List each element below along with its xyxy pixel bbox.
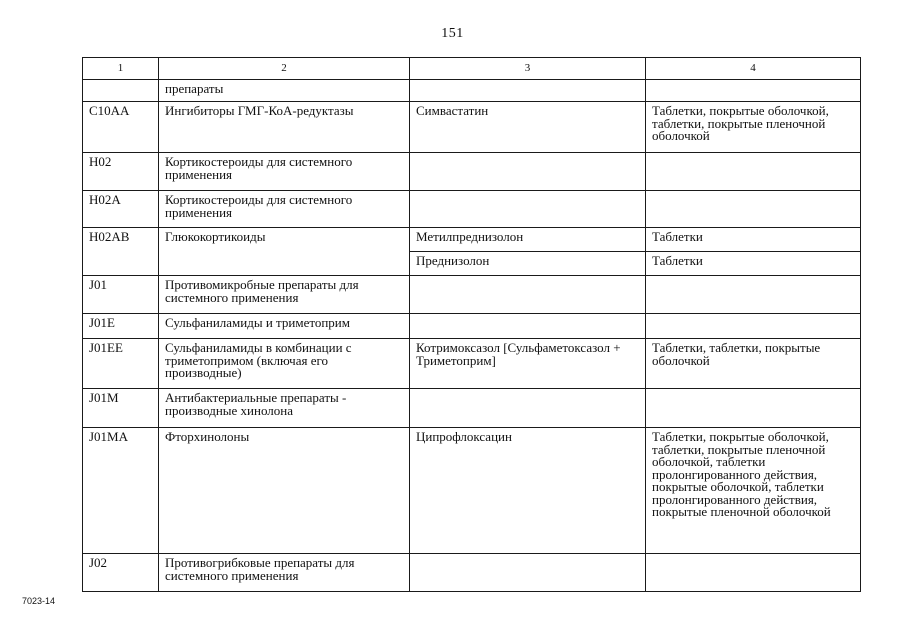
group-cell: Противогрибковые препараты для системного применения [159, 554, 410, 592]
group-cell: Кортикостероиды для системного применения [159, 191, 410, 228]
drug-cell [410, 191, 646, 228]
atc-code-cell: J01 [83, 276, 159, 314]
group-cell: Глюкокортикоиды [159, 228, 410, 276]
table-row [83, 153, 861, 191]
drug-cell [410, 276, 646, 314]
group-cell: препараты [159, 80, 410, 102]
table-header-row [83, 58, 861, 80]
drug-cell [410, 80, 646, 102]
page-number: 151 [441, 26, 464, 41]
form-cell: Таблетки [646, 228, 861, 252]
table-row [83, 554, 861, 592]
table-row [83, 339, 861, 389]
form-cell [646, 314, 861, 339]
atc-code-cell: J01EE [83, 339, 159, 389]
group-cell: Фторхинолоны [159, 428, 410, 554]
form-cell [646, 191, 861, 228]
footer-document-code: 7023-14 [22, 596, 56, 606]
form-cell [646, 153, 861, 191]
atc-code-cell: J01MA [83, 428, 159, 554]
drug-table [82, 57, 861, 592]
table-row [83, 228, 861, 252]
group-cell: Антибактериальные препараты - производные хинолона [159, 389, 410, 428]
column-header: 2 [159, 58, 410, 80]
table-row [83, 80, 861, 102]
table-row [83, 314, 861, 339]
drug-cell [410, 554, 646, 592]
drug-cell [410, 153, 646, 191]
drug-cell [410, 389, 646, 428]
atc-code-cell: H02 [83, 153, 159, 191]
atc-code-cell: H02AB [83, 228, 159, 276]
group-cell: Ингибиторы ГМГ-КоА-редуктазы [159, 102, 410, 153]
table-row [83, 276, 861, 314]
form-cell [646, 276, 861, 314]
drug-cell: Преднизолон [410, 252, 646, 276]
atc-code-cell: H02A [83, 191, 159, 228]
drug-cell: Симвастатин [410, 102, 646, 153]
atc-code-cell [83, 80, 159, 102]
drug-cell: Метилпреднизолон [410, 228, 646, 252]
drug-cell: Котримоксазол [Сульфаметоксазол + Триметоприм] [410, 339, 646, 389]
table-row [83, 428, 861, 554]
column-header: 1 [83, 58, 159, 80]
group-cell: Противомикробные препараты для системного применения [159, 276, 410, 314]
form-cell [646, 554, 861, 592]
form-cell: Таблетки, покрытые оболочкой, таблетки, покрытые пленочной оболочкой [646, 102, 861, 153]
table-row [83, 389, 861, 428]
group-cell: Кортикостероиды для системного применения [159, 153, 410, 191]
table-row [83, 191, 861, 228]
form-cell [646, 389, 861, 428]
group-cell: Сульфаниламиды в комбинации с триметопримом (включая его производные) [159, 339, 410, 389]
drug-cell: Ципрофлоксацин [410, 428, 646, 554]
form-cell: Таблетки, таблетки, покрытые оболочкой [646, 339, 861, 389]
atc-code-cell: J01M [83, 389, 159, 428]
form-cell: Таблетки, покрытые оболочкой, таблетки, покрытые пленочной оболочкой, таблетки пролонгированного действия, покрытые оболочкой, таблетки пролонгированного действия, покрытые пленочной оболочкой [646, 428, 861, 554]
atc-code-cell: J02 [83, 554, 159, 592]
atc-code-cell: C10AA [83, 102, 159, 153]
form-cell [646, 80, 861, 102]
column-header: 3 [410, 58, 646, 80]
table-row [83, 102, 861, 153]
column-header: 4 [646, 58, 861, 80]
drug-cell [410, 314, 646, 339]
group-cell: Сульфаниламиды и триметоприм [159, 314, 410, 339]
form-cell: Таблетки [646, 252, 861, 276]
atc-code-cell: J01E [83, 314, 159, 339]
